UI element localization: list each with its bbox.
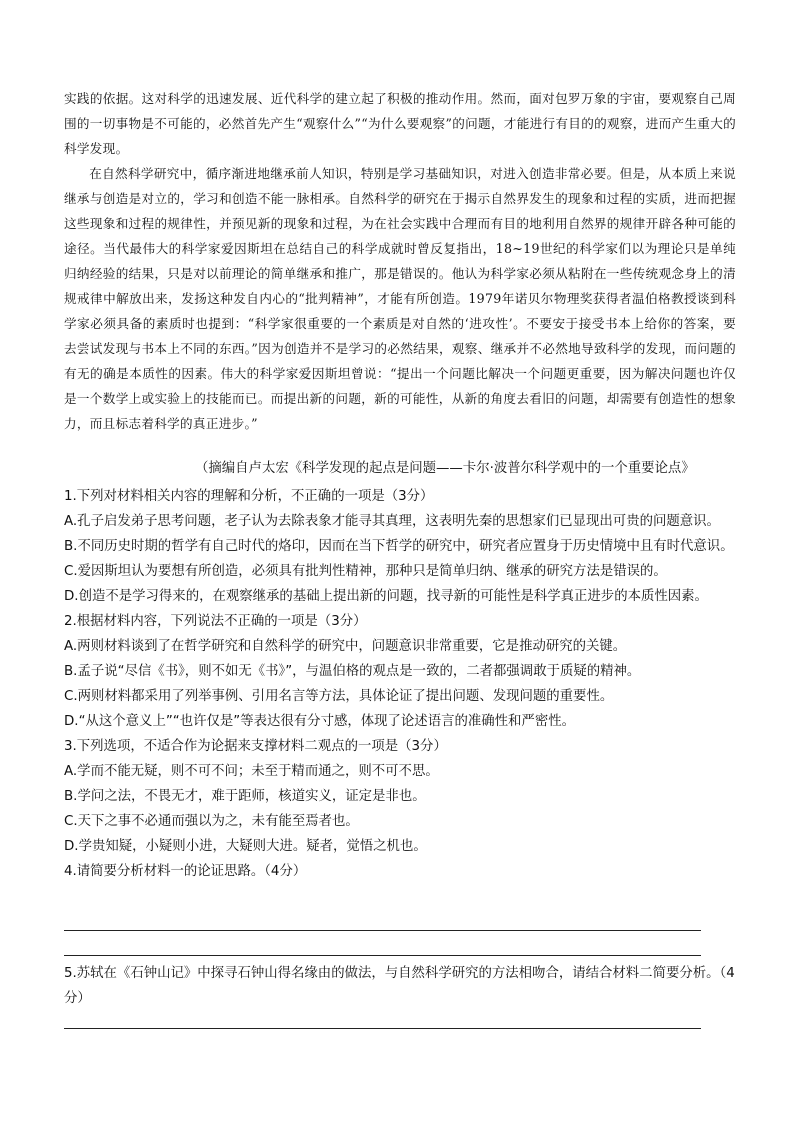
- answer-line-q4-2[interactable]: [64, 955, 701, 956]
- question-3-option-c: C.天下之事不必通而强以为之，未有能至焉者也。: [64, 814, 359, 829]
- essay-paragraph-1: 实践的依据。这对科学的迅速发展、近代科学的建立起了积极的推动作用。然而，面对包罗万象的宇宙，要观察自己周围的一切事物是不可能的，必然首先产生“观察什么”“为什么要观察”的问题，才能进行有目的的观察，进而产生重大的科学发现。: [64, 91, 736, 156]
- question-2-option-d: D.“从这个意义上”“也许仅是”等表达很有分寸感，体现了论述语言的准确性和严密性。: [64, 714, 575, 729]
- answer-line-q4-1[interactable]: [64, 930, 701, 931]
- answer-line-q5-1[interactable]: [64, 1028, 701, 1029]
- essay-text: [64, 86, 736, 436]
- source-citation: （摘编自卢太宏《科学发现的起点是问题——卡尔·波普尔科学观中的一个重要论点》: [195, 461, 695, 476]
- question-1-option-d: D.创造不是学习得来的，在观察继承的基础上提出新的问题，找寻新的可能性是科学真正进步的本质性因素。: [64, 589, 708, 604]
- question-1-stem: 1.下列对材料相关内容的理解和分析，不正确的一项是（3分）: [64, 489, 434, 504]
- question-1-option-c: C.爱因斯坦认为要想有所创造，必须具有批判性精神，那种只是简单归纳、继承的研究方法是错误的。: [64, 564, 667, 579]
- question-2-option-c: C.两则材料都采用了列举事例、引用名言等方法，具体论证了提出问题、发现问题的重要性。: [64, 689, 614, 704]
- question-3-option-a: A.学而不能无疑，则不可不问；未至于精而通之，则不可不思。: [64, 764, 439, 779]
- question-2-stem: 2.根据材料内容，下列说法不正确的一项是（3分）: [64, 614, 367, 629]
- question-3-option-b: B.学问之法，不畏无才，难于距师，核道实义，证定是非也。: [64, 789, 426, 804]
- question-2-option-b: B.孟子说“尽信《书》，则不如无《书》”，与温伯格的观点是一致的，二者都强调敢于质疑的精神。: [64, 664, 641, 679]
- question-2-option-a: A.两则材料谈到了在哲学研究和自然科学的研究中，问题意识非常重要，它是推动研究的关键。: [64, 639, 627, 654]
- question-5-stem: 5.苏轼在《石钟山记》中探寻石钟山得名缘由的做法，与自然科学研究的方法相吻合，请结合材料二简要分析。（4分）: [64, 966, 735, 1006]
- question-3-option-d: D.学贵知疑，小疑则小进，大疑则大进。疑者，觉悟之机也。: [64, 839, 427, 854]
- questions-section: [64, 484, 744, 884]
- question-1-option-a: A.孔子启发弟子思考问题，老子认为去除表象才能寻其真理，这表明先秦的思想家们已显现出可贵的问题意识。: [64, 514, 720, 529]
- question-1-option-b: B.不同历史时期的哲学有自己时代的烙印，因而在当下哲学的研究中，研究者应置身于历史情境中且有时代意识。: [64, 539, 734, 554]
- question-5-block: [64, 961, 744, 1011]
- question-4-stem: 4.请简要分析材料一的论证思路。（4分）: [64, 864, 307, 879]
- essay-paragraph-2: 在自然科学研究中，循序渐进地继承前人知识，特别是学习基础知识，对进入创造非常必要。但是，从本质上来说继承与创造是对立的，学习和创造不能一脉相承。自然科学的研究在于揭示自然界发生的现象和过程的实质，进而把握这些现象和过程的规律性，并预见新的现象和过程，为在社会实践中合理而有目的地利用自然界的规律开辟各种可能的途径。当代最伟大的科学家爱因斯坦在总结自己的科学成就时曾反复指出，18~19世纪的科学家们以为理论只是单纯归纳经验的结果，只是对以前理论的简单继承和推广，那是错误的。他认为科学家必须从粘附在一些传统观念身上的清规戒律中解放出来，发扬这种发自内心的“批判精神”，才能有所创造。1979年诺贝尔物理奖获得者温伯格教授谈到科学家必须具备的素质时也提到：“科学家很重要的一个素质是对自然的‘进攻性’。不要安于接受书本上给你的答案，要去尝试发现与书本上不同的东西。”因为创造并不是学习的必然结果，观察、继承并不必然地导致科学的发现，而问题的有无的确是本质性的因素。伟大的科学家爱因斯坦曾说：“提出一个问题比解决一个问题更重要，因为解决问题也许仅是一个数学上或实验上的技能而已。而提出新的问题，新的可能性，从新的角度去看旧的问题，却需要有创造性的想象力，而且标志着科学的真正进步。”: [64, 166, 736, 431]
- question-3-stem: 3.下列选项，不适合作为论据来支撑材料二观点的一项是（3分）: [64, 739, 447, 754]
